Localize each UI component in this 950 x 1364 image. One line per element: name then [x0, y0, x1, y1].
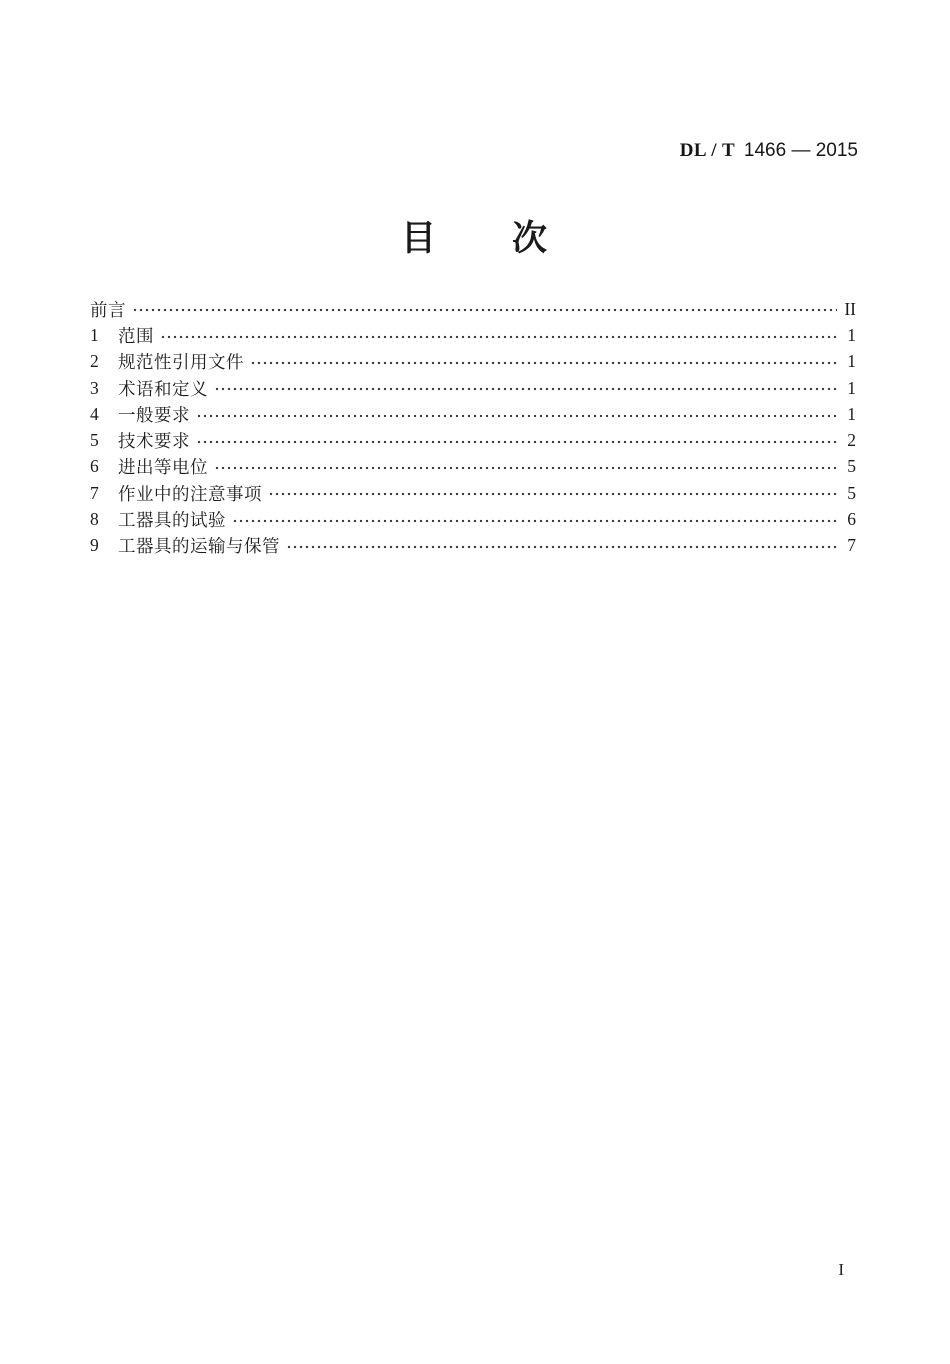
toc-entry-title: 范围	[118, 325, 154, 346]
toc-entry	[90, 401, 856, 427]
toc-entry-title: 工器具的试验	[118, 510, 226, 531]
dot-leader	[196, 401, 837, 427]
toc-entry	[90, 296, 856, 322]
toc-entry-number: 9	[90, 535, 99, 556]
toc-entry-title: 术语和定义	[118, 378, 208, 399]
dot-leader	[268, 480, 837, 506]
toc-entry	[90, 375, 856, 401]
toc-entry-page: 1	[847, 324, 856, 345]
toc-entry-title: 技术要求	[118, 431, 190, 452]
standard-code-number: 1466 — 2015	[743, 140, 858, 161]
toc-entry-page: 1	[847, 403, 856, 424]
toc-entry-number: 6	[90, 456, 99, 477]
footer-page-number: I	[838, 1260, 844, 1279]
toc-entry-number: 4	[90, 403, 99, 424]
toc-entry-number: 8	[90, 509, 99, 530]
toc-entry-page: 2	[847, 430, 856, 451]
standard-code-prefix: DL / T	[679, 140, 736, 161]
toc-page-title: 目 次	[400, 219, 549, 258]
toc-entry-number: 3	[90, 377, 99, 398]
toc-entry-number: 5	[90, 430, 99, 451]
dot-leader	[160, 322, 837, 348]
toc-entry-title: 工器具的运输与保管	[118, 536, 280, 557]
toc-entry	[90, 506, 856, 532]
toc-entry-page: 1	[847, 351, 856, 372]
dot-leader	[250, 349, 837, 375]
dot-leader	[132, 296, 837, 322]
toc-entry-title: 进出等电位	[118, 457, 208, 478]
toc-entry-title: 前言	[90, 299, 126, 320]
dot-leader	[214, 375, 837, 401]
toc-list	[90, 296, 856, 559]
toc-entry-title: 规范性引用文件	[118, 352, 244, 373]
toc-entry-page: 6	[847, 509, 856, 530]
toc-entry	[90, 349, 856, 375]
toc-entry	[90, 533, 856, 559]
toc-entry-page: 5	[847, 456, 856, 477]
toc-entry	[90, 454, 856, 480]
dot-leader	[232, 506, 837, 532]
toc-entry-number: 2	[90, 351, 99, 372]
standard-code	[680, 140, 858, 162]
toc-entry	[90, 480, 856, 506]
toc-entry-title: 作业中的注意事项	[118, 483, 262, 504]
toc-entry-page: 7	[847, 535, 856, 556]
toc-entry-number: 1	[90, 324, 99, 345]
toc-entry-number: 7	[90, 482, 99, 503]
toc-entry	[90, 427, 856, 453]
dot-leader	[286, 533, 837, 559]
toc-entry-page: II	[844, 298, 856, 319]
dot-leader	[196, 427, 837, 453]
toc-entry	[90, 322, 856, 348]
toc-entry-title: 一般要求	[118, 404, 190, 425]
toc-entry-page: 5	[847, 482, 856, 503]
toc-entry-page: 1	[847, 377, 856, 398]
dot-leader	[214, 454, 837, 480]
